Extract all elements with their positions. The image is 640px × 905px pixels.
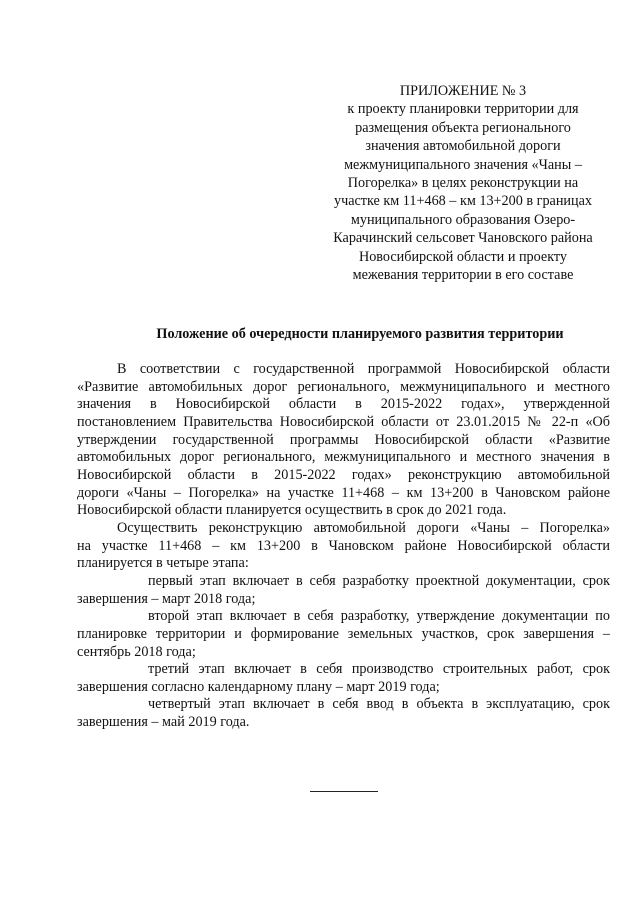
text-line: завершения – май 2019 года. [77, 714, 250, 731]
text-line: Новосибирской области планируется осуществить в срок до 2021 года. [77, 502, 507, 519]
paragraph-stage-1 [77, 573, 610, 608]
text-line: планируется в четыре этапа: [77, 555, 249, 572]
paragraph-stages-intro [77, 520, 610, 573]
text-line: планировке территории и формирование земельных участков, срок завершения – [77, 625, 610, 642]
text-line: четвертый этап включает в себя ввод в объекта в эксплуатацию, срок [148, 696, 610, 713]
separator-line [310, 791, 378, 792]
text-line: на участке 11+468 – км 13+200 в Чановском районе Новосибирской области [77, 537, 610, 554]
text-line: сентябрь 2018 года; [77, 643, 196, 660]
appendix-line: Погорелка» в целях реконструкции на [347, 175, 579, 192]
text-line: В соответствии с государственной программой Новосибирской области [117, 361, 610, 377]
text-line: дороги «Чаны – Погорелка» на участке 11+468 – км 13+200 в Чановском районе [77, 484, 610, 501]
appendix-line: межмуниципального значения «Чаны – [344, 156, 582, 173]
text-line: утверждении государственной программы Новосибирской области «Развитие [77, 431, 610, 448]
text-line: автомобильных дорог регионального, межмуниципального и местного значения в [77, 449, 610, 466]
appendix-line: ПРИЛОЖЕНИЕ № 3 [399, 83, 527, 99]
text-line: «Развитие автомобильных дорог регионального, межмуниципального и местного [77, 378, 610, 395]
text-line: значения в Новосибирской области в 2015-2022 годах», утвержденной [77, 396, 610, 413]
appendix-header [322, 82, 604, 284]
text-line: первый этап включает в себя разработку проектной документации, срок [148, 572, 610, 589]
paragraph-stage-3 [77, 661, 610, 696]
text-line: второй этап включает в себя разработку, утверждение документации по [148, 608, 610, 625]
text-line: постановлением Правительства Новосибирской области от 23.01.2015 № 22-п «Об [77, 413, 610, 430]
appendix-line: муниципального образования Озеро- [350, 211, 576, 228]
appendix-line: к проекту планировки территории для [347, 101, 579, 118]
appendix-line: Новосибирской области и проекту [358, 248, 568, 265]
document-title: Положение об очередности планируемого развития территории [156, 326, 564, 342]
appendix-line: межевания территории в его составе [352, 267, 574, 284]
appendix-line: размещения объекта регионального [355, 119, 571, 136]
appendix-line: значения автомобильной дороги [365, 138, 561, 155]
paragraph-stage-2 [77, 608, 610, 661]
text-line: Новосибирской области в 2015-2022 годах» реконструкцию автомобильной [77, 466, 610, 483]
paragraph-stage-4 [77, 696, 610, 731]
text-line: Осуществить реконструкцию автомобильной дороги «Чаны – Погорелка» [117, 519, 610, 536]
text-line: завершения – март 2018 года; [77, 590, 256, 607]
text-line: третий этап включает в себя производство строительных работ, срок [148, 661, 610, 678]
appendix-line: участке км 11+468 – км 13+200 в границах [333, 193, 592, 210]
paragraph-program [77, 361, 610, 520]
appendix-line: Карачинский сельсовет Чановского района [333, 230, 593, 247]
text-line: завершения согласно календарному плану – март 2019 года; [77, 678, 440, 695]
document-body [77, 361, 610, 732]
